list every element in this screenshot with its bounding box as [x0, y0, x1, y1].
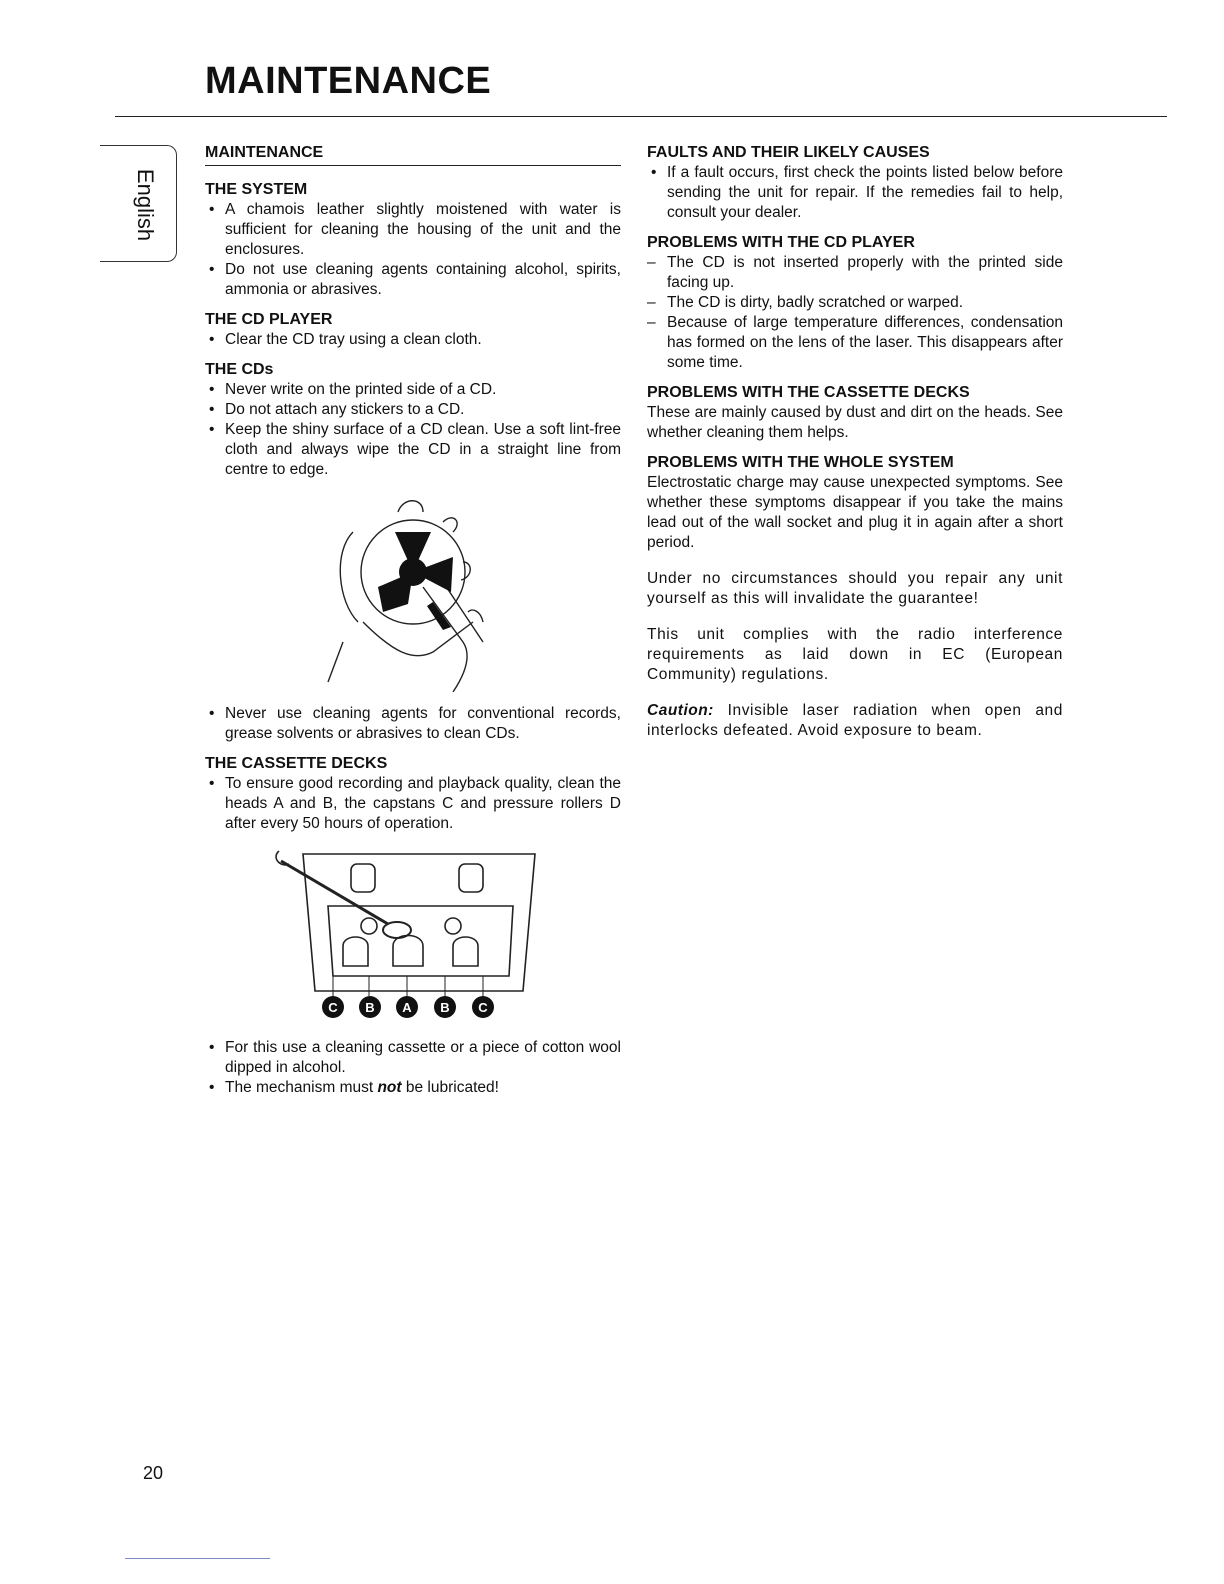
cds-title: THE CDs: [205, 361, 274, 378]
cd-player-title: THE CD PLAYER: [205, 311, 333, 328]
list-item: • Clear the CD tray using a clean cloth.: [205, 330, 621, 350]
left-column: [205, 143, 621, 1108]
cassette-deck-illustration: [273, 846, 553, 1026]
language-tab-label: English: [133, 168, 158, 242]
list-item: • Never write on the printed side of a CD.: [205, 380, 621, 400]
capstan-icon: [445, 918, 461, 934]
capstan-icon: [361, 918, 377, 934]
caution-note: [647, 701, 1063, 741]
cds-section: [205, 360, 621, 744]
cassette-section: [205, 754, 621, 1098]
list-item: • Never use cleaning agents for conventional records, grease solvents or abrasives to clean CDs.: [205, 704, 621, 744]
cassette-problems-section: [647, 383, 1063, 443]
holding-hand-outline: [328, 532, 358, 682]
faults-title: FAULTS AND THEIR LIKELY CAUSES: [647, 144, 930, 161]
cd-cleaning-illustration: [323, 492, 503, 692]
list-item: – The CD is not inserted properly with the printed side facing up.: [647, 253, 1063, 293]
cd-problems-title: PROBLEMS WITH THE CD PLAYER: [647, 234, 915, 251]
system-problems-text: Electrostatic charge may cause unexpected symptoms. See whether these symptoms disappear if you take the mains lead out of the wall socket and plug it in again after a short period.: [647, 474, 1063, 551]
repair-warning: Under no circumstances should you repair any unit yourself as this will invalidate the guarantee!: [647, 570, 1063, 607]
right-column: [647, 143, 1063, 741]
maintenance-heading: MAINTENANCE: [205, 143, 621, 166]
page-title: MAINTENANCE: [205, 60, 492, 102]
cd-player-section: [205, 310, 621, 350]
caution-text: Invisible laser radiation when open and interlocks defeated. Avoid exposure to beam.: [647, 702, 1063, 739]
list-item: • Do not attach any stickers to a CD.: [205, 400, 621, 420]
list-item: • Do not use cleaning agents containing alcohol, spirits, ammonia or abrasives.: [205, 260, 621, 300]
page-number: 20: [143, 1463, 164, 1483]
label-b: B: [440, 1000, 450, 1015]
cassette-problems-text: These are mainly caused by dust and dirt on the heads. See whether cleaning them helps.: [647, 404, 1063, 441]
cassette-title: THE CASSETTE DECKS: [205, 755, 388, 772]
caution-label: Caution:: [647, 702, 714, 719]
label-c: C: [478, 1000, 488, 1015]
system-problems-section: [647, 453, 1063, 553]
system-section: [205, 180, 621, 300]
emphasis-not: not: [377, 1079, 402, 1096]
arrow-icon: [427, 602, 451, 630]
list-item: – The CD is dirty, badly scratched or warped.: [647, 293, 1063, 313]
cotton-swab-icon: [281, 861, 388, 924]
label-c: C: [328, 1000, 338, 1015]
cd-problems-section: [647, 233, 1063, 373]
reel-spindle-icon: [351, 864, 375, 892]
bottom-rule: [125, 1558, 270, 1559]
title-rule: [115, 116, 1167, 117]
label-a: A: [402, 1000, 412, 1015]
list-item: • Keep the shiny surface of a CD clean. Use a soft lint-free cloth and always wipe the CD in a straight line from centre to edge.: [205, 420, 621, 480]
system-problems-title: PROBLEMS WITH THE WHOLE SYSTEM: [647, 454, 954, 471]
cassette-problems-title: PROBLEMS WITH THE CASSETTE DECKS: [647, 384, 970, 401]
item-text: be lubricated!: [401, 1079, 499, 1096]
faults-section: [647, 143, 1063, 223]
list-item: • To ensure good recording and playback quality, clean the heads A and B, the capstans C and pressure rollers D after every 50 hours of operation.: [205, 774, 621, 834]
compliance-note: This unit complies with the radio interference requirements as laid down in EC (European Community) regulations.: [647, 626, 1063, 683]
list-item: • A chamois leather slightly moistened with water is sufficient for cleaning the housing of the unit and the enclosures.: [205, 200, 621, 260]
wiping-hand-outline: [423, 587, 467, 692]
system-title: THE SYSTEM: [205, 181, 308, 198]
label-b: B: [365, 1000, 375, 1015]
item-text: The mechanism must: [225, 1079, 378, 1096]
list-item: – Because of large temperature differences, condensation has formed on the lens of the laser. This disappears after some time.: [647, 313, 1063, 373]
list-item: • If a fault occurs, first check the points listed below before sending the unit for repair. If the remedies fail to help, consult your dealer.: [647, 163, 1063, 223]
list-item: [205, 1078, 621, 1098]
list-item: • For this use a cleaning cassette or a piece of cotton wool dipped in alcohol.: [205, 1038, 621, 1078]
deck-outline: [303, 854, 535, 991]
reel-spindle-icon: [459, 864, 483, 892]
